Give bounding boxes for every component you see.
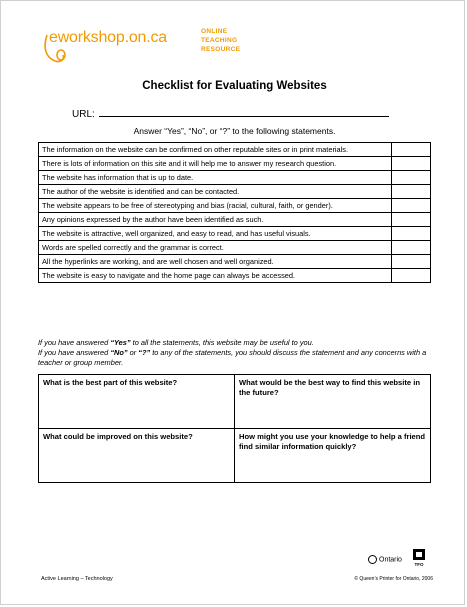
footer-left: Active Learning – Technology xyxy=(41,576,113,582)
question-improve[interactable]: What could be improved on this website? xyxy=(39,429,235,483)
note-text: or xyxy=(127,348,139,357)
answer-cell[interactable] xyxy=(392,227,431,241)
page-title: Checklist for Evaluating Websites xyxy=(142,80,327,92)
note-emphasis: “Yes” xyxy=(110,338,131,347)
questions-table xyxy=(38,374,431,483)
note-no xyxy=(38,348,431,368)
checklist-row xyxy=(39,255,431,269)
answer-cell[interactable] xyxy=(392,213,431,227)
statement-text: The information on the website can be confirmed on other reputable sites or in print materials. xyxy=(39,143,392,157)
checklist-row xyxy=(39,143,431,157)
statement-text: All the hyperlinks are working, and are well chosen and well organized. xyxy=(39,255,392,269)
ontario-text: Ontario xyxy=(379,556,402,564)
note-emphasis: “?” xyxy=(138,348,151,357)
notes xyxy=(38,338,431,368)
url-blank-line xyxy=(99,107,389,117)
answer-cell[interactable] xyxy=(392,171,431,185)
checklist-row xyxy=(39,227,431,241)
statement-text: The website is attractive, well organized, and easy to read, and has useful visuals. xyxy=(39,227,392,241)
question-best-part[interactable]: What is the best part of this website? xyxy=(39,375,235,429)
tagline-line: ONLINE xyxy=(201,28,228,35)
url-row xyxy=(72,107,389,120)
statement-text: Any opinions expressed by the author have been identified as such. xyxy=(39,213,392,227)
answer-cell[interactable] xyxy=(392,185,431,199)
tfo-text: TFO xyxy=(414,562,424,567)
answer-cell[interactable] xyxy=(392,255,431,269)
eworkshop-logo xyxy=(41,27,241,77)
statement-text: Words are spelled correctly and the grammar is correct. xyxy=(39,241,392,255)
instruction-text: Answer “Yes”, “No”, or “?” to the following statements. xyxy=(133,126,336,136)
checklist-row xyxy=(39,241,431,255)
answer-cell[interactable] xyxy=(392,143,431,157)
note-yes xyxy=(38,338,431,348)
checklist-row xyxy=(39,213,431,227)
statement-text: The website has information that is up to date. xyxy=(39,171,392,185)
note-text: to any of the statements, you should discuss the statement and any concerns with a teacher or group member. xyxy=(38,348,427,367)
question-find-again[interactable]: What would be the best way to find this website in the future? xyxy=(235,375,431,429)
tagline-line: TEACHING xyxy=(201,37,238,44)
ontario-logo xyxy=(368,555,402,564)
checklist-table xyxy=(38,142,431,283)
question-row xyxy=(39,429,431,483)
question-row xyxy=(39,375,431,429)
url-label: URL: xyxy=(72,109,95,120)
checklist-row xyxy=(39,157,431,171)
checklist-row xyxy=(39,171,431,185)
answer-cell[interactable] xyxy=(392,241,431,255)
answer-cell[interactable] xyxy=(392,157,431,171)
statement-text: There is lots of information on this site and it will help me to answer my research question. xyxy=(39,157,392,171)
statement-text: The author of the website is identified and can be contacted. xyxy=(39,185,392,199)
logo-site-name: eworkshop.on.ca xyxy=(49,29,167,46)
checklist-row xyxy=(39,269,431,283)
statement-text: The website is easy to navigate and the home page can always be accessed. xyxy=(39,269,392,283)
footer-copyright: © Queen’s Printer for Ontario, 2006 xyxy=(354,576,433,582)
checklist-row xyxy=(39,185,431,199)
checklist-row xyxy=(39,199,431,213)
answer-cell[interactable] xyxy=(392,269,431,283)
statement-text: The website appears to be free of stereotyping and bias (racial, cultural, faith, or gender). xyxy=(39,199,392,213)
tagline-line: RESOURCE xyxy=(201,46,241,53)
answer-cell[interactable] xyxy=(392,199,431,213)
question-help-friend[interactable]: How might you use your knowledge to help a friend find similar information quickly? xyxy=(235,429,431,483)
tfo-logo-icon xyxy=(413,549,425,567)
trillium-icon xyxy=(368,555,377,564)
note-text: If you have answered xyxy=(38,338,111,347)
note-text: If you have answered xyxy=(38,348,111,357)
note-emphasis: “No” xyxy=(110,348,128,357)
note-text: to all the statements, this website may be useful to you. xyxy=(130,338,314,347)
logo-tagline xyxy=(201,27,240,54)
